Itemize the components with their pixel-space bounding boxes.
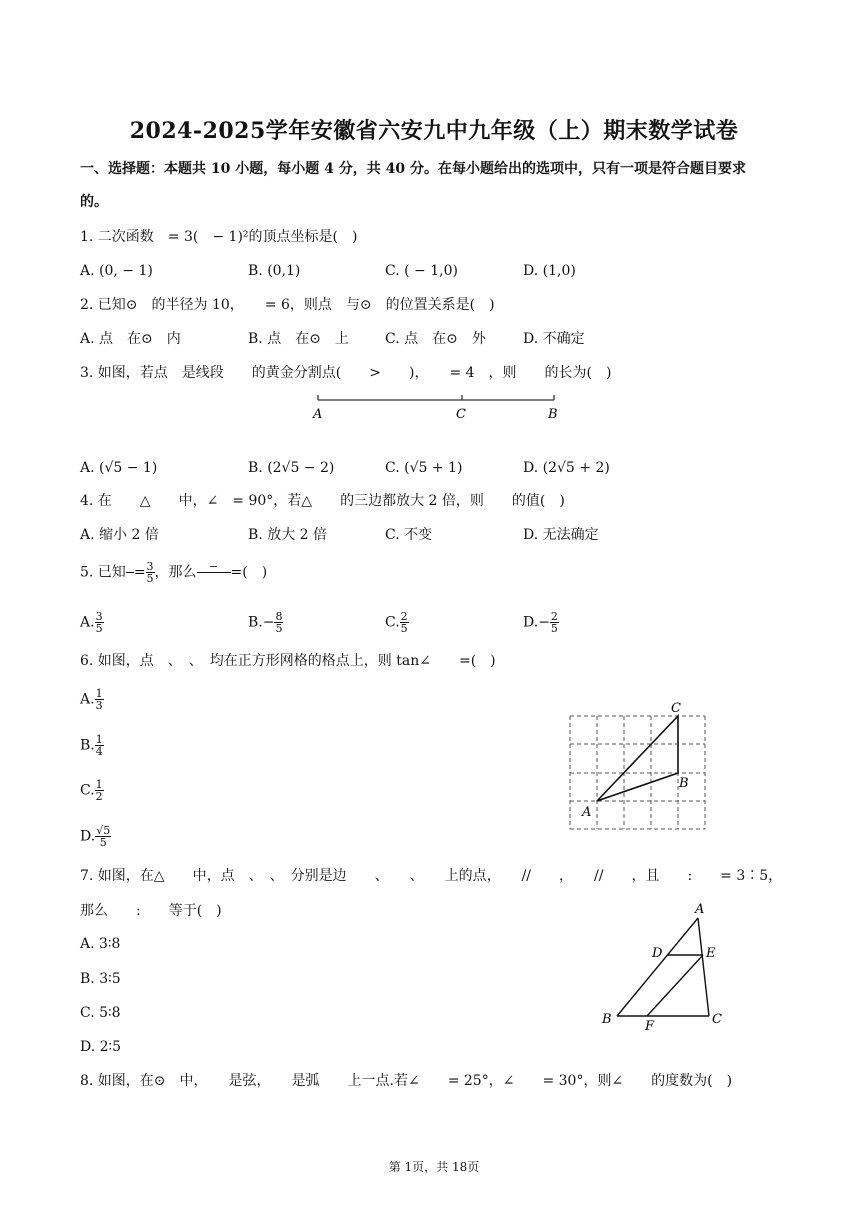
q2-option-c: C. 点 在⊙ 外 [385, 331, 486, 347]
q7-label-a: A [695, 902, 705, 917]
q7-stem: 7. 如图，在△ 中，点 、 、 分别是边 、 、 上的点， // ， // ，且 : = 3∶5， [80, 868, 783, 884]
section-heading-line2: 的。 [80, 194, 108, 210]
q7-triangle-figure [595, 898, 735, 1038]
q6-label-a: A [582, 805, 592, 820]
q6-option-d: D. $\frac{√5}{5}$ [80, 824, 111, 849]
q5-option-a: A. $\frac{3}{5}$ [80, 610, 103, 635]
q4-option-d: D. 无法确定 [523, 527, 599, 543]
q3-label-b: B [548, 407, 558, 422]
q6-grid-figure [560, 700, 720, 835]
q8-stem: 8. 如图，在⊙ 中， 是弦， 是弧 上一点.若∠ = 25°，∠ = 30°，则∠ 的度数为( ) [80, 1073, 733, 1089]
q7-label-c: C [712, 1012, 722, 1027]
q7-label-e: E [706, 946, 716, 961]
q3-segment-figure [300, 390, 570, 426]
q6-option-a: A. $\frac{1}{3}$ [80, 687, 103, 712]
q7-option-a: A. 3∶8 [80, 936, 121, 952]
q6-option-c: C. $\frac{1}{2}$ [80, 778, 103, 803]
q7-label-f: F [645, 1019, 655, 1034]
q2-option-a: A. 点 在⊙ 内 [80, 331, 181, 347]
q3-label-c: C [456, 407, 466, 422]
q4-option-c: C. 不变 [385, 527, 433, 543]
q3-option-a: A. (√5 − 1) [80, 460, 158, 476]
q5-option-b: B.− $\frac{8}{5}$ [248, 610, 283, 635]
q5-option-d: D.− $\frac{2}{5}$ [523, 610, 558, 635]
q7-option-c: C. 5∶8 [80, 1005, 121, 1021]
q1-option-a: A. (0, − 1) [80, 263, 153, 279]
q7-label-d: D [652, 946, 663, 961]
q4-stem: 4. 在 △ 中，∠ = 90°，若△ 的三边都放大 2 倍，则 的值( ) [80, 493, 565, 509]
section-heading-line1: 一、选择题：本题共 10 小题，每小题 4 分，共 40 分。在每小题给出的选项中，只有一项是符合题目要求 [80, 161, 746, 177]
q3-option-b: B. (2√5 − 2) [248, 460, 335, 476]
q1-option-b: B. (0,1) [248, 263, 301, 279]
q1-stem: 1. 二次函数 = 3( − 1)²的顶点坐标是( ) [80, 229, 358, 245]
q5-stem: 5. 已知 = $\frac{3}{5}$ ，那么 − =( ) [80, 560, 268, 585]
q7-label-b: B [602, 1012, 612, 1027]
q6-stem: 6. 如图，点 、 、 均在正方形网格的格点上，则 tan∠ =( ) [80, 653, 496, 669]
page-title: 2024-2025学年安徽省六安九中九年级（上）期末数学试卷 [129, 118, 739, 144]
q7-stem-line2: 那么 : 等于( ) [80, 903, 222, 919]
q5-given-den: 5 [146, 572, 154, 585]
q6-label-c: C [671, 701, 681, 716]
q3-stem: 3. 如图，若点 是线段 的黄金分割点( > )， = 4 ，则 的长为( ) [80, 365, 612, 381]
q4-option-a: A. 缩小 2 倍 [80, 527, 159, 543]
q7-option-d: D. 2∶5 [80, 1039, 122, 1055]
q5-option-c: C. $\frac{2}{5}$ [385, 610, 408, 635]
q1-option-c: C. ( − 1,0) [385, 263, 458, 279]
q7-option-b: B. 3∶5 [80, 971, 121, 987]
q4-option-b: B. 放大 2 倍 [248, 527, 327, 543]
q3-option-d: D. (2√5 + 2) [523, 460, 610, 476]
q2-option-d: D. 不确定 [523, 331, 585, 347]
q5-target-frac: − [197, 561, 231, 584]
q3-label-a: A [313, 407, 323, 422]
q1-option-d: D. (1,0) [523, 263, 576, 279]
q6-triangle-abc [597, 716, 678, 801]
q6-label-b: B [679, 776, 689, 791]
q5-stem-pre: 5. 已知 [80, 564, 126, 581]
q2-option-b: B. 点 在⊙ 上 [248, 331, 349, 347]
q5-ratio-frac [126, 561, 134, 584]
q6-option-b: B. $\frac{1}{4}$ [80, 733, 103, 758]
page-footer: 第 1页，共 18页 [388, 1160, 480, 1174]
q5-given-frac [146, 561, 155, 584]
q2-stem: 2. 已知⊙ 的半径为 10， = 6，则点 与⊙ 的位置关系是( ) [80, 297, 495, 313]
q3-option-c: C. (√5 + 1) [385, 460, 463, 476]
q5-given-num: 3 [146, 560, 154, 573]
q5-stem-post: =( ) [230, 564, 268, 581]
q5-stem-mid: ，那么 [154, 564, 197, 581]
